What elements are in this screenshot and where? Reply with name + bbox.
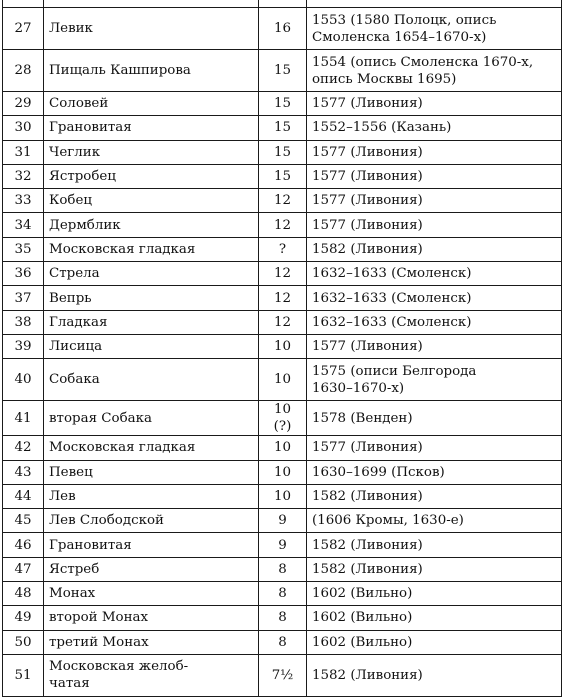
gun-source-line: 1577 (Ливония): [312, 169, 423, 185]
row-number: 33: [3, 189, 44, 213]
table-row: [3, 50, 562, 92]
gun-source: [307, 436, 562, 460]
row-number: 41: [3, 401, 44, 436]
gun-source-line: 1577 (Ливония): [312, 144, 423, 160]
gun-caliber: [259, 0, 307, 8]
gun-source-line: 1602 (Вильно): [312, 586, 413, 602]
gun-source: [307, 286, 562, 310]
table-row: [3, 533, 562, 557]
gun-source: [307, 484, 562, 508]
gun-name: Ястробец: [44, 164, 259, 188]
table-row: [3, 460, 562, 484]
gun-source: [307, 189, 562, 213]
gun-source: [307, 533, 562, 557]
gun-source-line: 1582 (Ливония): [312, 241, 423, 257]
gun-source-line: 1582 (Ливония): [312, 537, 423, 553]
gun-source-line: 1630–1670-х): [312, 380, 405, 396]
gun-caliber: 16: [259, 8, 307, 50]
gun-name: второй Монах: [44, 606, 259, 630]
gun-source-line: 1582 (Ливония): [312, 667, 423, 683]
table-row: [3, 116, 562, 140]
gun-source-line: 1632–1633 (Смоленск): [312, 314, 472, 330]
gun-name: третий Монах: [44, 630, 259, 654]
gun-source: [307, 582, 562, 606]
gun-source-line: 1602 (Вильно): [312, 634, 413, 650]
gun-caliber: 15: [259, 50, 307, 92]
gun-caliber: 9: [259, 509, 307, 533]
row-number: 51: [3, 654, 44, 696]
gun-source: [307, 213, 562, 237]
gun-caliber: 15: [259, 164, 307, 188]
row-number: 28: [3, 50, 44, 92]
gun-source: [307, 237, 562, 261]
gun-source-line: 1577 (Ливония): [312, 217, 423, 233]
gun-caliber: 8: [259, 606, 307, 630]
gun-name: Московская гладкая: [44, 237, 259, 261]
gun-caliber: 12: [259, 213, 307, 237]
row-number: 37: [3, 286, 44, 310]
gun-source-line: 1575 (описи Белгорода: [312, 363, 477, 379]
table-row: [3, 164, 562, 188]
data-table: [2, 0, 562, 697]
table-row: [3, 8, 562, 50]
gun-name-line: чатая: [49, 676, 90, 692]
gun-source-line: 1578 (Венден): [312, 410, 413, 426]
gun-name-line: Московская желоб-: [49, 659, 189, 675]
gun-source-line: опись Москвы 1695): [312, 71, 457, 87]
gun-name: Соловей: [44, 92, 259, 116]
gun-source-line: 1554 (опись Смоленска 1670-х,: [312, 54, 534, 70]
table-row: [3, 140, 562, 164]
gun-source: [307, 262, 562, 286]
gun-source-line: 1577 (Ливония): [312, 339, 423, 355]
table-row: [3, 310, 562, 334]
gun-source-line: 1632–1633 (Смоленск): [312, 266, 472, 282]
gun-source: [307, 359, 562, 401]
table-row: [3, 237, 562, 261]
row-number: 38: [3, 310, 44, 334]
gun-source-line: 1602 (Вильно): [312, 610, 413, 626]
gun-source-line: 1632–1633 (Смоленск): [312, 290, 472, 306]
gun-source: [307, 310, 562, 334]
table-row: [3, 654, 562, 696]
gun-name: Певец: [44, 460, 259, 484]
row-number: 27: [3, 8, 44, 50]
gun-name: Стрела: [44, 262, 259, 286]
gun-source: [307, 0, 562, 8]
gun-name: вторая Собака: [44, 401, 259, 436]
gun-name: [44, 0, 259, 8]
gun-name: Московская гладкая: [44, 436, 259, 460]
row-number: 49: [3, 606, 44, 630]
gun-caliber: 10: [259, 436, 307, 460]
table-row: [3, 189, 562, 213]
gun-source-line: 1577 (Ливония): [312, 193, 423, 209]
table-row: [3, 286, 562, 310]
gun-source: [307, 401, 562, 436]
row-number: 50: [3, 630, 44, 654]
gun-name: Лисица: [44, 334, 259, 358]
gun-name: Лев Слободской: [44, 509, 259, 533]
gun-caliber: 8: [259, 630, 307, 654]
gun-source: [307, 557, 562, 581]
gun-source: [307, 334, 562, 358]
gun-caliber: 10: [259, 334, 307, 358]
gun-source-line: 1577 (Ливония): [312, 96, 423, 112]
table-row: [3, 401, 562, 436]
gun-source-line: 1630–1699 (Псков): [312, 464, 445, 480]
table-row: [3, 213, 562, 237]
gun-source: [307, 460, 562, 484]
row-number: 32: [3, 164, 44, 188]
row-number: 43: [3, 460, 44, 484]
gun-source-line: 1553 (1580 Полоцк, опись: [312, 12, 497, 28]
gun-name: Дермблик: [44, 213, 259, 237]
row-number: 29: [3, 92, 44, 116]
gun-source: [307, 92, 562, 116]
gun-caliber: 10: [259, 359, 307, 401]
row-number: 34: [3, 213, 44, 237]
table-row: [3, 262, 562, 286]
row-number: 36: [3, 262, 44, 286]
gun-name: Кобец: [44, 189, 259, 213]
table-row: [3, 334, 562, 358]
gun-name: Монах: [44, 582, 259, 606]
table-row: [3, 557, 562, 581]
gun-source-line: Смоленска 1654–1670-х): [312, 29, 487, 45]
row-number: 47: [3, 557, 44, 581]
gun-source: [307, 50, 562, 92]
table-row-cut-off: [3, 0, 562, 8]
gun-source-line: (1606 Кромы, 1630-е): [312, 513, 464, 529]
gun-caliber: 9: [259, 533, 307, 557]
gun-name: Лев: [44, 484, 259, 508]
gun-caliber: ?: [259, 237, 307, 261]
gun-caliber: 8: [259, 557, 307, 581]
gun-source: [307, 606, 562, 630]
gun-source: [307, 164, 562, 188]
gun-caliber: 12: [259, 189, 307, 213]
gun-name: Грановитая: [44, 116, 259, 140]
gun-name: Левик: [44, 8, 259, 50]
row-number: 31: [3, 140, 44, 164]
gun-source-line: 1582 (Ливония): [312, 489, 423, 504]
gun-name: Пищаль Кашпирова: [44, 50, 259, 92]
gun-source-line: 1552–1556 (Казань): [312, 120, 452, 136]
gun-name: [44, 654, 259, 696]
row-number: [3, 0, 44, 8]
gun-caliber: 15: [259, 140, 307, 164]
row-number: 30: [3, 116, 44, 140]
gun-caliber: 10 (?): [259, 401, 307, 436]
gun-source: [307, 140, 562, 164]
row-number: 46: [3, 533, 44, 557]
table-row: [3, 92, 562, 116]
table-row: [3, 606, 562, 630]
gun-name: Чеглик: [44, 140, 259, 164]
gun-source: [307, 630, 562, 654]
gun-name: Ястреб: [44, 557, 259, 581]
row-number: 45: [3, 509, 44, 533]
table-row: [3, 582, 562, 606]
row-number: 35: [3, 237, 44, 261]
row-number: 48: [3, 582, 44, 606]
gun-source: [307, 8, 562, 50]
gun-name: Собака: [44, 359, 259, 401]
gun-caliber: 10: [259, 484, 307, 508]
gun-name: Вепрь: [44, 286, 259, 310]
table-body: [3, 0, 562, 696]
gun-caliber: 7½: [259, 654, 307, 696]
gun-caliber: 12: [259, 286, 307, 310]
table-row: [3, 359, 562, 401]
row-number: 39: [3, 334, 44, 358]
gun-caliber: 12: [259, 262, 307, 286]
gun-caliber: 8: [259, 582, 307, 606]
gun-name: Гладкая: [44, 310, 259, 334]
gun-caliber: 15: [259, 116, 307, 140]
table-row: [3, 630, 562, 654]
gun-caliber: 10: [259, 460, 307, 484]
gun-caliber: 12: [259, 310, 307, 334]
table-row: [3, 509, 562, 533]
table-row: [3, 484, 562, 508]
gun-source-line: 1582 (Ливония): [312, 561, 423, 577]
gun-source: [307, 654, 562, 696]
row-number: 40: [3, 359, 44, 401]
table-row: [3, 436, 562, 460]
gun-source: [307, 509, 562, 533]
row-number: 44: [3, 484, 44, 508]
gun-source: [307, 116, 562, 140]
gun-caliber: 15: [259, 92, 307, 116]
gun-source-line: 1577 (Ливония): [312, 440, 423, 456]
gun-name: Грановитая: [44, 533, 259, 557]
row-number: 42: [3, 436, 44, 460]
